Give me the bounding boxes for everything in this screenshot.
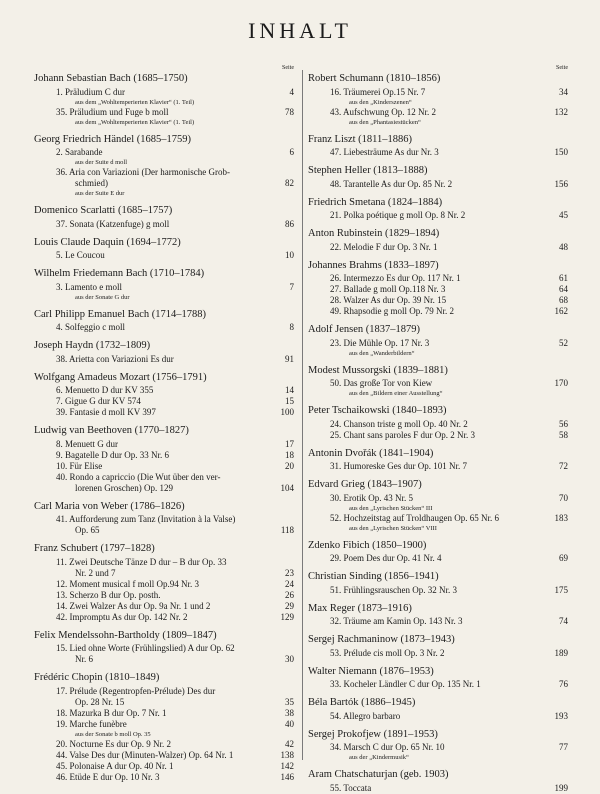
entry-title: 22. Melodie F dur Op. 3 Nr. 1 (330, 241, 438, 252)
entry-title: 37. Sonata (Katzenfuge) g moll (56, 218, 170, 229)
toc-entry (308, 295, 568, 306)
entry-title: 50. Das große Tor von Kiew (330, 378, 433, 388)
entry-title: 27. Ballade g moll Op.118 Nr. 3 (330, 284, 446, 294)
composer-heading: Max Reger (1873–1916) (308, 602, 412, 614)
page-number: 183 (554, 512, 568, 523)
page-number: 76 (559, 679, 568, 689)
composer-heading: Joseph Haydn (1732–1809) (34, 340, 151, 351)
entry-source-note: aus den „Lyrischen Stücken“ III (349, 504, 433, 512)
page-number: 74 (559, 616, 568, 626)
toc-entry (308, 742, 568, 753)
toc-entry (34, 579, 294, 590)
composer-heading: Adolf Jensen (1837–1879) (308, 324, 420, 335)
composer-heading: Domenico Scarlatti (1685–1757) (34, 205, 173, 216)
entry-title: 17. Prélude (Regentropfen-Prélude) Des dur (56, 685, 216, 696)
composer-heading: Wilhelm Friedemann Bach (1710–1784) (34, 268, 205, 279)
page-number: 70 (559, 492, 568, 503)
page-number: 142 (280, 760, 294, 771)
composer-heading: Walter Niemann (1876–1953) (308, 665, 434, 677)
toc-entry (34, 250, 294, 261)
entry-title: 16. Träumerei Op.15 Nr. 7 (330, 86, 426, 97)
toc-entry (308, 711, 568, 722)
seite-label: Seite (282, 65, 294, 71)
page-number: 77 (559, 742, 568, 752)
page-number: 150 (554, 147, 568, 157)
toc-entry (308, 616, 568, 627)
page-number: 199 (554, 782, 568, 793)
entry-title: 7. Gigue G dur KV 574 (56, 396, 141, 406)
page-number: 58 (559, 429, 568, 440)
entry-title: 36. Aria con Variazioni (Der harmonische Grob- (56, 167, 231, 177)
composer-heading: Peter Tschaikowski (1840–1893) (308, 405, 447, 416)
entry-title: 45. Polonaise A dur Op. 40 Nr. 1 (56, 760, 174, 771)
composer-heading: Georg Friedrich Händel (1685–1759) (34, 133, 191, 145)
page-number: 42 (285, 738, 294, 749)
page-number: 56 (559, 418, 568, 429)
page-number: 104 (280, 482, 294, 493)
entry-title: Op. 28 Nr. 15 (75, 696, 125, 707)
page-number: 23 (285, 567, 294, 578)
entry-title: 42. Impromptu As dur Op. 142 Nr. 2 (56, 611, 188, 622)
composer-heading: Johannes Brahms (1833–1897) (308, 259, 439, 271)
page-number: 20 (285, 460, 294, 471)
entry-title: 15. Lied ohne Worte (Frühlingslied) A dur Op. 62 (56, 643, 235, 653)
page-number: 91 (285, 353, 294, 364)
toc-entry (34, 697, 294, 708)
composer-heading: Christian Sinding (1856–1941) (308, 571, 439, 582)
toc-entry (34, 483, 294, 494)
toc-entry (34, 107, 294, 118)
composer-heading: Ludwig van Beethoven (1770–1827) (34, 425, 189, 436)
entry-title: 47. Liebesträume As dur Nr. 3 (330, 147, 439, 157)
composer-heading: Edvard Grieg (1843–1907) (308, 479, 422, 490)
entry-title: 9. Bagatelle D dur Op. 33 Nr. 6 (56, 449, 169, 460)
entry-title: 55. Toccata (330, 782, 372, 793)
entry-title: 13. Scherzo B dur Op. posth. (56, 589, 161, 600)
entry-title: 52. Hochzeitstag auf Troldhaugen Op. 65 Nr. 6 (330, 512, 499, 523)
toc-entry (34, 601, 294, 612)
composer-heading: Zdenko Fibich (1850–1900) (308, 539, 427, 551)
composer-heading: Sergej Prokofjew (1891–1953) (308, 728, 438, 740)
toc-entry (308, 107, 568, 118)
page-number: 18 (285, 449, 294, 460)
entry-title: 51. Frühlingsrauschen Op. 32 Nr. 3 (330, 584, 457, 595)
toc-entry (34, 407, 294, 418)
entry-title: 24. Chanson triste g moll Op. 40 Nr. 2 (330, 418, 468, 429)
toc-entry (34, 525, 294, 536)
toc-entry (34, 354, 294, 365)
entry-title: 44. Valse Des dur (Minuten-Walzer) Op. 64 Nr. 1 (56, 749, 234, 760)
entry-title: 8. Menuett G dur (56, 438, 118, 449)
composer-heading: Carl Philipp Emanuel Bach (1714–1788) (34, 308, 207, 320)
page-number: 7 (289, 281, 294, 292)
toc-entry (308, 284, 568, 295)
toc-entry (308, 513, 568, 524)
page-number: 138 (280, 749, 294, 760)
toc-entry (308, 273, 568, 284)
entry-source-note: aus der Suite E dur (75, 190, 125, 197)
page-number: 68 (559, 295, 568, 305)
toc-entry (34, 708, 294, 719)
page-number: 40 (285, 718, 294, 729)
entry-title: 33. Kocheler Ländler C dur Op. 135 Nr. 1 (330, 679, 481, 689)
page-number: 29 (285, 600, 294, 611)
page-number: 189 (554, 647, 568, 658)
entry-title: 18. Mazurka B dur Op. 7 Nr. 1 (56, 707, 167, 718)
entry-title: 20. Nocturne Es dur Op. 9 Nr. 2 (56, 738, 171, 749)
page-number: 34 (559, 86, 568, 97)
entry-title: 54. Allegro barbaro (330, 710, 401, 721)
toc-entry (34, 761, 294, 772)
toc-entry (34, 612, 294, 623)
page-number: 175 (554, 584, 568, 595)
column-divider (302, 70, 303, 760)
toc-entry (308, 87, 568, 98)
toc-entry (308, 461, 568, 472)
page-number: 78 (285, 106, 294, 117)
page-number: 26 (285, 589, 294, 600)
page-number: 6 (289, 147, 294, 157)
entry-title: 39. Fantasie d moll KV 397 (56, 407, 156, 417)
entry-title: 46. Etüde E dur Op. 10 Nr. 3 (56, 771, 160, 782)
toc-entry (308, 783, 568, 794)
toc-entry (34, 739, 294, 750)
page-number: 45 (559, 210, 568, 220)
composer-heading: Franz Liszt (1811–1886) (308, 133, 413, 145)
entry-title: Nr. 6 (75, 654, 93, 664)
page-number: 69 (559, 553, 568, 563)
toc-entry (34, 322, 294, 333)
composer-heading: Modest Mussorgski (1839–1881) (308, 364, 448, 376)
toc-entry (34, 450, 294, 461)
entry-title: 3. Lamento e moll (56, 281, 122, 292)
entry-source-note: aus dem „Wohltemperierten Klavier“ (1. Teil) (75, 98, 195, 106)
toc-entry (34, 568, 294, 579)
entry-title: 26. Intermezzo Es dur Op. 117 Nr. 1 (330, 273, 461, 283)
toc-entry (308, 378, 568, 389)
entry-title: lorenen Groschen) Op. 129 (75, 482, 173, 493)
toc-entry (34, 396, 294, 407)
entry-source-note: aus der Suite d moll (75, 159, 127, 166)
entry-title: 1. Präludium C dur (56, 86, 125, 97)
composer-heading: Anton Rubinstein (1829–1894) (308, 228, 440, 239)
entry-title: 25. Chant sans paroles F dur Op. 2 Nr. 3 (330, 429, 475, 440)
toc-entry (34, 167, 294, 178)
composer-heading: Felix Mendelssohn-Bartholdy (1809–1847) (34, 629, 217, 641)
entry-title: 6. Menuetto D dur KV 355 (56, 385, 154, 395)
toc-entry (34, 219, 294, 230)
composer-heading: Sergej Rachmaninow (1873–1943) (308, 634, 455, 645)
entry-title: 49. Rhapsodie g moll Op. 79 Nr. 2 (330, 306, 454, 316)
page-title: INHALT (248, 18, 352, 43)
toc-entry (308, 147, 568, 158)
page-number: 64 (559, 284, 568, 294)
toc-entry (34, 643, 294, 654)
toc-entry (34, 178, 294, 189)
page-number: 35 (285, 696, 294, 707)
page-number: 86 (285, 218, 294, 229)
page-number: 24 (285, 578, 294, 589)
entry-title: 28. Walzer As dur Op. 39 Nr. 15 (330, 295, 447, 305)
entry-title: 40. Rondo a capriccio (Die Wut über den ver- (56, 471, 221, 482)
toc-entry (308, 493, 568, 504)
page-number: 170 (554, 378, 568, 388)
page-number: 82 (285, 178, 294, 188)
entry-source-note: aus dem „Wohltemperierten Klavier“ (1. Teil) (75, 118, 195, 126)
page-number: 61 (559, 273, 568, 283)
entry-title: schmied) (75, 178, 108, 188)
entry-title: 23. Die Mühle Op. 17 Nr. 3 (330, 337, 430, 348)
toc-entry (308, 210, 568, 221)
page-number: 193 (554, 710, 568, 721)
toc-entry (308, 585, 568, 596)
toc-column-left (34, 64, 294, 783)
entry-title: 11. Zwei Deutsche Tänze D dur – B dur Op. 33 (56, 556, 227, 567)
composer-heading: Aram Chatschaturjan (geb. 1903) (308, 769, 449, 780)
toc-entry (34, 439, 294, 450)
page-number: 8 (289, 322, 294, 332)
page-number: 129 (280, 611, 294, 622)
toc-entry (34, 719, 294, 730)
entry-title: 43. Aufschwung Op. 12 Nr. 2 (330, 106, 436, 117)
page-number: 17 (285, 438, 294, 449)
toc-entry (308, 648, 568, 659)
toc-entry (308, 430, 568, 441)
toc-entry (308, 306, 568, 317)
entry-title: 31. Humoreske Ges dur Op. 101 Nr. 7 (330, 461, 467, 471)
toc-entry (34, 461, 294, 472)
entry-title: 10. Für Elise (56, 460, 103, 471)
entry-title: Nr. 2 und 7 (75, 567, 116, 578)
page-number: 146 (280, 771, 294, 782)
composer-heading: Antonin Dvořák (1841–1904) (308, 447, 434, 459)
toc-entry (308, 553, 568, 564)
composer-heading: Wolfgang Amadeus Mozart (1756–1791) (34, 371, 207, 383)
entry-title: 32. Träume am Kamin Op. 143 Nr. 3 (330, 616, 463, 626)
page-number: 48 (559, 241, 568, 252)
composer-heading: Béla Bartók (1886–1945) (308, 697, 416, 708)
entry-title: 34. Marsch C dur Op. 65 Nr. 10 (330, 742, 445, 752)
entry-source-note: aus den „Bildern einer Ausstellung“ (349, 390, 443, 397)
composer-heading: Stephen Heller (1813–1888) (308, 165, 428, 176)
entry-title: 38. Arietta con Variazioni Es dur (56, 353, 174, 364)
entry-title: 19. Marche funèbre (56, 718, 127, 729)
page-number: 156 (554, 178, 568, 189)
entry-source-note: aus der Sonate G dur (75, 293, 130, 301)
page-number: 132 (554, 106, 568, 117)
page-number: 30 (285, 654, 294, 664)
entry-title: 5. Le Coucou (56, 250, 105, 260)
entry-title: 48. Tarantelle As dur Op. 85 Nr. 2 (330, 178, 453, 189)
page-number: 52 (559, 337, 568, 348)
entry-title: 29. Poem Des dur Op. 41 Nr. 4 (330, 553, 442, 563)
toc-entry (34, 590, 294, 601)
entry-source-note: aus den „Phantasiestücken“ (349, 118, 421, 126)
composer-heading: Carl Maria von Weber (1786–1826) (34, 500, 185, 512)
toc-entry (34, 686, 294, 697)
toc-entry (34, 557, 294, 568)
composer-heading: Frédéric Chopin (1810–1849) (34, 672, 160, 683)
toc-entry (308, 242, 568, 253)
composer-heading: Louis Claude Daquin (1694–1772) (34, 236, 181, 248)
toc-entry (308, 338, 568, 349)
entry-title: 12. Moment musical f moll Op.94 Nr. 3 (56, 578, 199, 589)
toc-entry (34, 514, 294, 525)
page-number: 100 (280, 407, 294, 417)
composer-heading: Robert Schumann (1810–1856) (308, 73, 441, 84)
entry-source-note: aus der Sonate b moll Op. 35 (75, 730, 151, 738)
page-number: 118 (280, 525, 294, 535)
entry-title: 35. Präludium und Fuge b moll (56, 106, 169, 117)
entry-title: 21. Polka poétique g moll Op. 8 Nr. 2 (330, 210, 466, 220)
toc-column-right (308, 64, 568, 794)
seite-label: Seite (556, 65, 568, 71)
entry-source-note: aus der „Kindermusik“ (349, 754, 409, 761)
entry-source-note: aus den „Kinderszenen“ (349, 98, 412, 106)
entry-title: 53. Prélude cis moll Op. 3 Nr. 2 (330, 647, 445, 658)
page-number: 38 (285, 707, 294, 718)
toc-entry (34, 147, 294, 158)
page-number: 10 (285, 250, 294, 260)
toc-entry (34, 472, 294, 483)
toc-entry (34, 654, 294, 665)
entry-title: Op. 65 (75, 525, 100, 535)
entry-title: 41. Aufforderung zum Tanz (Invitation à la Valse) (56, 514, 236, 524)
page-number: 14 (285, 385, 294, 395)
toc-entry (34, 282, 294, 293)
entry-title: 2. Sarabande (56, 147, 103, 157)
entry-title: 14. Zwei Walzer As dur Op. 9a Nr. 1 und 2 (56, 600, 211, 611)
entry-source-note: aus den „Wanderbildern“ (349, 349, 415, 357)
page-number: 4 (289, 86, 294, 97)
entry-title: 4. Solfeggio c moll (56, 322, 125, 332)
page-number: 15 (285, 396, 294, 406)
composer-heading: Friedrich Smetana (1824–1884) (308, 196, 443, 208)
toc-entry (308, 419, 568, 430)
composer-heading: Johann Sebastian Bach (1685–1750) (34, 73, 188, 84)
composer-heading: Franz Schubert (1797–1828) (34, 543, 155, 554)
toc-entry (308, 679, 568, 690)
toc-entry (308, 179, 568, 190)
entry-source-note: aus den „Lyrischen Stücken“ VIII (349, 524, 437, 532)
toc-entry (34, 385, 294, 396)
page-number: 72 (559, 461, 568, 471)
entry-title: 30. Erotik Op. 43 Nr. 5 (330, 492, 413, 503)
toc-entry (34, 772, 294, 783)
toc-entry (34, 87, 294, 98)
page-number: 162 (554, 306, 568, 316)
